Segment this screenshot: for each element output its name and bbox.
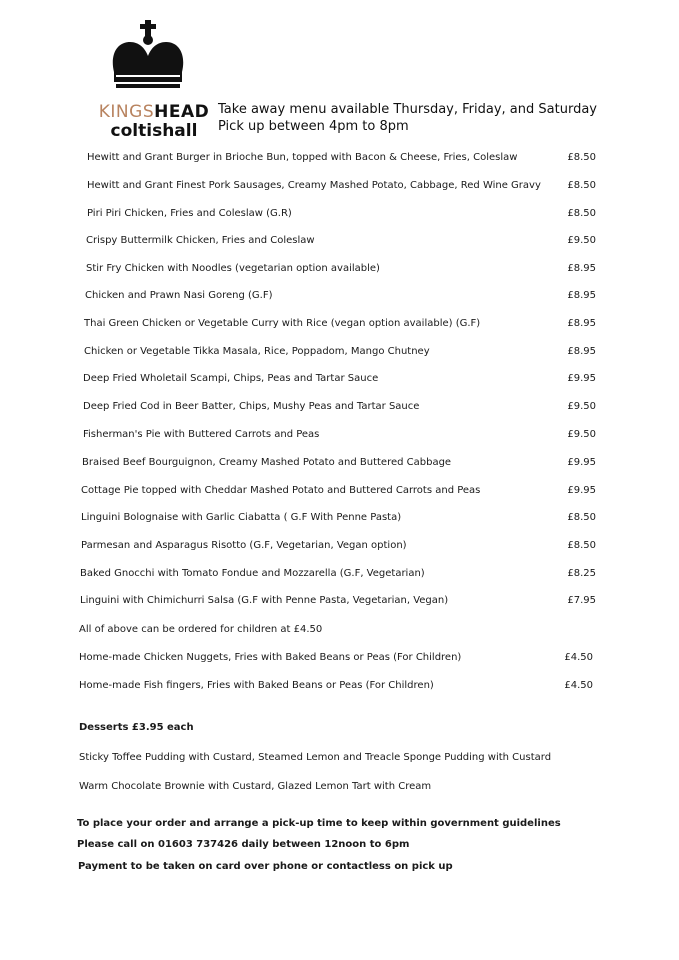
logo-kings-text: KINGS — [98, 102, 155, 122]
menu-item — [0, 290, 679, 306]
menu-item — [0, 235, 679, 251]
menu-item-name: Chicken or Vegetable Tikka Masala, Rice, Poppadom, Mango Chutney — [84, 346, 430, 357]
menu-item-price: £8.50 — [567, 180, 596, 191]
menu-item — [0, 263, 679, 279]
kids-menu-item — [0, 652, 679, 668]
menu-item-price: £8.50 — [567, 540, 596, 551]
menu-item-price: £8.50 — [567, 512, 596, 523]
menu-item-name: Thai Green Chicken or Vegetable Curry with Rice (vegan option available) (G.F) — [84, 318, 481, 329]
menu-item — [0, 429, 679, 445]
menu-item-name: Braised Beef Bourguignon, Creamy Mashed Potato and Buttered Cabbage — [82, 457, 452, 468]
menu-item-name: Linguini Bolognaise with Garlic Ciabatta ( G.F With Penne Pasta) — [81, 512, 402, 523]
menu-item-name: Parmesan and Asparagus Risotto (G.F, Vegetarian, Vegan option) — [81, 540, 407, 551]
menu-item-price: £8.95 — [567, 346, 596, 357]
takeaway-info — [218, 101, 597, 135]
menu-item-price: £4.50 — [564, 680, 593, 691]
menu-item — [0, 595, 679, 611]
menu-item-name: Stir Fry Chicken with Noodles (vegetarian option available) — [86, 263, 380, 274]
menu-item-price: £8.50 — [567, 208, 596, 219]
menu-item-price: £4.50 — [564, 652, 593, 663]
desserts-line: Sticky Toffee Pudding with Custard, Steamed Lemon and Treacle Sponge Pudding with Custard — [79, 752, 552, 763]
payment-info: Payment to be taken on card over phone or contactless on pick up — [78, 861, 453, 872]
menu-item-name: Chicken and Prawn Nasi Goreng (G.F) — [85, 290, 273, 301]
menu-item-price: £8.25 — [567, 568, 596, 579]
children-note: All of above can be ordered for children at £4.50 — [79, 624, 323, 635]
logo-wordmark — [96, 102, 212, 122]
logo-town-text: coltishall — [110, 121, 198, 141]
menu-item-name: Hewitt and Grant Finest Pork Sausages, Creamy Mashed Potato, Cabbage, Red Wine Gravy — [87, 180, 541, 191]
menu-item-name: Fisherman's Pie with Buttered Carrots and Peas — [83, 429, 320, 440]
kids-menu-item — [0, 680, 679, 696]
menu-item-name: Piri Piri Chicken, Fries and Coleslaw (G.R) — [87, 208, 292, 219]
menu-item-price: £9.50 — [567, 235, 596, 246]
crown-icon — [108, 20, 188, 88]
takeaway-days: Take away menu available Thursday, Friday, and Saturday — [218, 102, 597, 117]
menu-item-name: Deep Fried Cod in Beer Batter, Chips, Mushy Peas and Tartar Sauce — [83, 401, 420, 412]
menu-item-price: £9.95 — [567, 373, 596, 384]
menu-item-name: Cottage Pie topped with Cheddar Mashed Potato and Buttered Carrots and Peas — [81, 485, 481, 496]
menu-item-price: £8.95 — [567, 263, 596, 274]
menu-item — [0, 401, 679, 417]
menu-item-name: Linguini with Chimichurri Salsa (G.F with Penne Pasta, Vegetarian, Vegan) — [80, 595, 449, 606]
menu-item — [0, 208, 679, 224]
menu-item — [0, 180, 679, 196]
ordering-phone: Please call on 01603 737426 daily between 12noon to 6pm — [77, 839, 410, 850]
menu-item-price: £9.50 — [567, 429, 596, 440]
menu-item — [0, 373, 679, 389]
menu-item-name: Baked Gnocchi with Tomato Fondue and Mozzarella (G.F, Vegetarian) — [80, 568, 425, 579]
menu-item-name: Hewitt and Grant Burger in Brioche Bun, topped with Bacon & Cheese, Fries, Coleslaw — [87, 152, 518, 163]
menu-item-name: Home-made Chicken Nuggets, Fries with Baked Beans or Peas (For Children) — [79, 652, 462, 663]
menu-item-price: £8.50 — [567, 152, 596, 163]
menu-item-name: Home-made Fish fingers, Fries with Baked Beans or Peas (For Children) — [79, 680, 434, 691]
desserts-heading: Desserts £3.95 each — [79, 722, 194, 733]
menu-item — [0, 568, 679, 584]
menu-item — [0, 318, 679, 334]
logo-head-text: HEAD — [154, 102, 210, 122]
menu-item — [0, 346, 679, 362]
menu-item-price: £8.95 — [567, 290, 596, 301]
menu-item-price: £9.95 — [567, 457, 596, 468]
menu-item-name: Crispy Buttermilk Chicken, Fries and Coleslaw — [86, 235, 315, 246]
menu-item-price: £9.50 — [567, 401, 596, 412]
ordering-info: To place your order and arrange a pick-up time to keep within government guidelines — [77, 818, 561, 829]
menu-item-price: £8.95 — [567, 318, 596, 329]
menu-item — [0, 512, 679, 528]
pickup-hours: Pick up between 4pm to 8pm — [218, 119, 409, 134]
menu-item — [0, 485, 679, 501]
menu-item-price: £9.95 — [567, 485, 596, 496]
menu-item-name: Deep Fried Wholetail Scampi, Chips, Peas and Tartar Sauce — [83, 373, 379, 384]
menu-item — [0, 457, 679, 473]
menu-item — [0, 152, 679, 168]
menu-item — [0, 540, 679, 556]
desserts-line: Warm Chocolate Brownie with Custard, Glazed Lemon Tart with Cream — [79, 781, 432, 792]
menu-item-price: £7.95 — [567, 595, 596, 606]
